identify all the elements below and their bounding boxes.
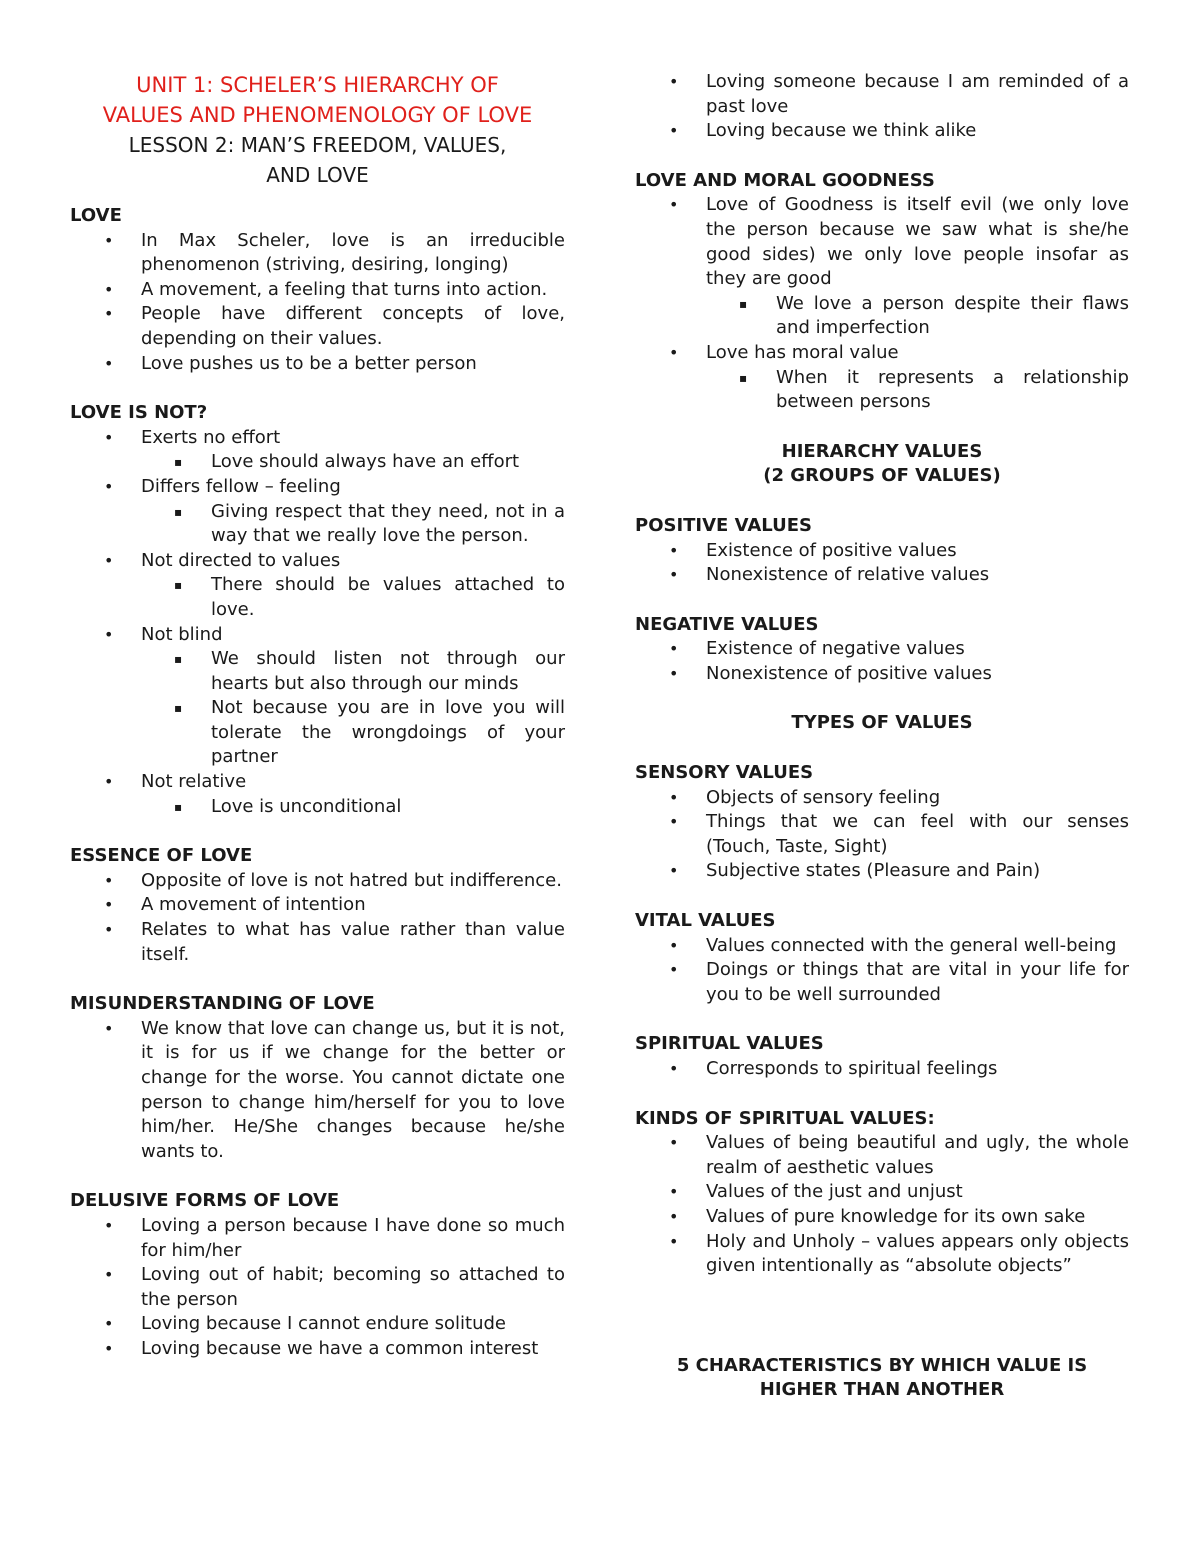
list-item: • Nonexistence of positive values [635,662,1129,687]
left-column [70,70,565,1362]
list-item: • Existence of positive values [635,539,1129,564]
love-is-not-list-5 [70,770,565,795]
lesson-title-line2: AND LOVE [266,163,369,187]
sub-list [70,573,565,622]
sensory-list [635,786,1129,884]
sensory-heading: SENSORY VALUES [635,762,814,784]
love-list [70,229,565,377]
positive-list [635,539,1129,588]
sub-list-item: ▪ Giving respect that they need, not in a way that we really love the person. [70,500,565,549]
negative-heading: NEGATIVE VALUES [635,613,819,635]
list-item [70,549,565,574]
list-item: • Existence of negative values [635,637,1129,662]
list-item: • Values of the just and unjust [635,1180,1129,1205]
right-column [635,70,1129,1403]
list-item: • Objects of sensory feeling [635,786,1129,811]
list-item: • Loving because we think alike [635,119,1129,144]
list-item: • Love pushes us to be a better person [70,352,565,377]
list-item: • Values connected with the general well-being [635,934,1129,959]
kinds-list [635,1131,1129,1279]
types-heading: TYPES OF VALUES [791,712,973,734]
list-item: • Nonexistence of relative values [635,563,1129,588]
list-item [70,475,565,500]
sub-list [70,450,565,475]
sub-list [70,647,565,770]
love-heading: LOVE [70,205,122,226]
list-item: • Loving out of habit; becoming so attached to the person [70,1263,565,1312]
delusive-heading: DELUSIVE FORMS OF LOVE [70,1190,340,1212]
list-item-text: Differs fellow – feeling [141,475,341,497]
list-item: • Loving because we have a common interest [70,1337,565,1362]
delusive-list-continued [635,70,1129,144]
characteristics-heading-line1: 5 CHARACTERISTICS BY WHICH VALUE IS [676,1354,1088,1376]
list-item [70,426,565,451]
vital-list [635,934,1129,1008]
list-item-text: Not directed to values [141,549,341,571]
sub-list [70,795,565,820]
list-item: • We know that love can change us, but it is not, it is for us if we change for the better or change for the worse. You cannot dictate one person to change him/herself for you to love him/her. He/She changes because he/she wants to. [70,1017,565,1165]
lesson-title-line1: LESSON 2: MAN’S FREEDOM, VALUES, [128,133,507,157]
characteristics-heading [635,1354,1129,1403]
list-item: • Values of being beautiful and ugly, the whole realm of aesthetic values [635,1131,1129,1180]
sub-list [70,500,565,549]
lesson-title [70,130,565,190]
list-item-text: Not relative [141,771,247,793]
list-item: • Things that we can feel with our senses (Touch, Taste, Sight) [635,810,1129,859]
moral-list [635,193,1129,291]
sub-list [635,366,1129,415]
list-item-text: Exerts no effort [141,426,281,448]
list-item: • Love of Goodness is itself evil (we only love the person because we saw what is she/he good sides) we only love people insofar as they are good [635,193,1129,291]
love-is-not-list-2 [70,475,565,500]
list-item: • Love has moral value [635,341,1129,366]
list-item: • Loving a person because I have done so much for him/her [70,1214,565,1263]
sub-list-item: ▪ Not because you are in love you will tolerate the wrongdoings of your partner [70,696,565,770]
unit-title-line2: VALUES AND PHENOMENOLOGY OF LOVE [102,103,533,127]
sub-list-item: ▪ We love a person despite their flaws and imperfection [635,292,1129,341]
love-is-not-heading: LOVE IS NOT? [70,402,208,424]
list-item: • Corresponds to spiritual feelings [635,1057,1129,1082]
love-is-not-list-3 [70,549,565,574]
love-is-not-list-4 [70,623,565,648]
moral-list-2 [635,341,1129,366]
sub-list-item: ▪ Love is unconditional [70,795,565,820]
sub-list [635,292,1129,341]
vital-heading: VITAL VALUES [635,910,776,932]
positive-heading: POSITIVE VALUES [635,514,812,536]
list-item: • A movement, a feeling that turns into action. [70,278,565,303]
sub-list-item: ▪ There should be values attached to love. [70,573,565,622]
list-item: • Doings or things that are vital in your life for you to be well surrounded [635,958,1129,1007]
misunderstanding-heading: MISUNDERSTANDING OF LOVE [70,993,375,1015]
sub-list-item: ▪ Love should always have an effort [70,450,565,475]
kinds-heading: KINDS OF SPIRITUAL VALUES: [635,1107,935,1129]
list-item: • A movement of intention [70,893,565,918]
sub-list-item: ▪ We should listen not through our hearts but also through our minds [70,647,565,696]
list-item-text: Not blind [141,623,223,645]
list-item [70,770,565,795]
list-item: • Loving someone because I am reminded of a past love [635,70,1129,119]
list-item [70,623,565,648]
moral-heading: LOVE AND MORAL GOODNESS [635,169,935,191]
list-item: • Values of pure knowledge for its own sake [635,1205,1129,1230]
delusive-list [70,1214,565,1362]
list-item: • Relates to what has value rather than value itself. [70,918,565,967]
list-item: • People have different concepts of love, depending on their values. [70,302,565,351]
essence-heading: ESSENCE OF LOVE [70,845,253,867]
list-item: • Opposite of love is not hatred but indifference. [70,869,565,894]
spiritual-list [635,1057,1129,1082]
characteristics-heading-line2: HIGHER THAN ANOTHER [759,1379,1005,1401]
list-item: • Subjective states (Pleasure and Pain) [635,859,1129,884]
hierarchy-heading-line2: (2 GROUPS OF VALUES) [763,465,1001,487]
negative-list [635,637,1129,686]
hierarchy-heading [635,440,1129,489]
list-item: • Loving because I cannot endure solitude [70,1312,565,1337]
sub-list-item: ▪ When it represents a relationship between persons [635,366,1129,415]
list-item: • In Max Scheler, love is an irreducible phenomenon (striving, desiring, longing) [70,229,565,278]
spiritual-heading: SPIRITUAL VALUES [635,1033,824,1055]
essence-list [70,869,565,967]
love-is-not-list [70,426,565,451]
list-item: • Holy and Unholy – values appears only objects given intentionally as “absolute objects” [635,1230,1129,1279]
hierarchy-heading-line1: HIERARCHY VALUES [781,440,983,462]
unit-title-line1: UNIT 1: SCHELER’S HIERARCHY OF [136,73,499,97]
misunderstanding-list [70,1017,565,1165]
